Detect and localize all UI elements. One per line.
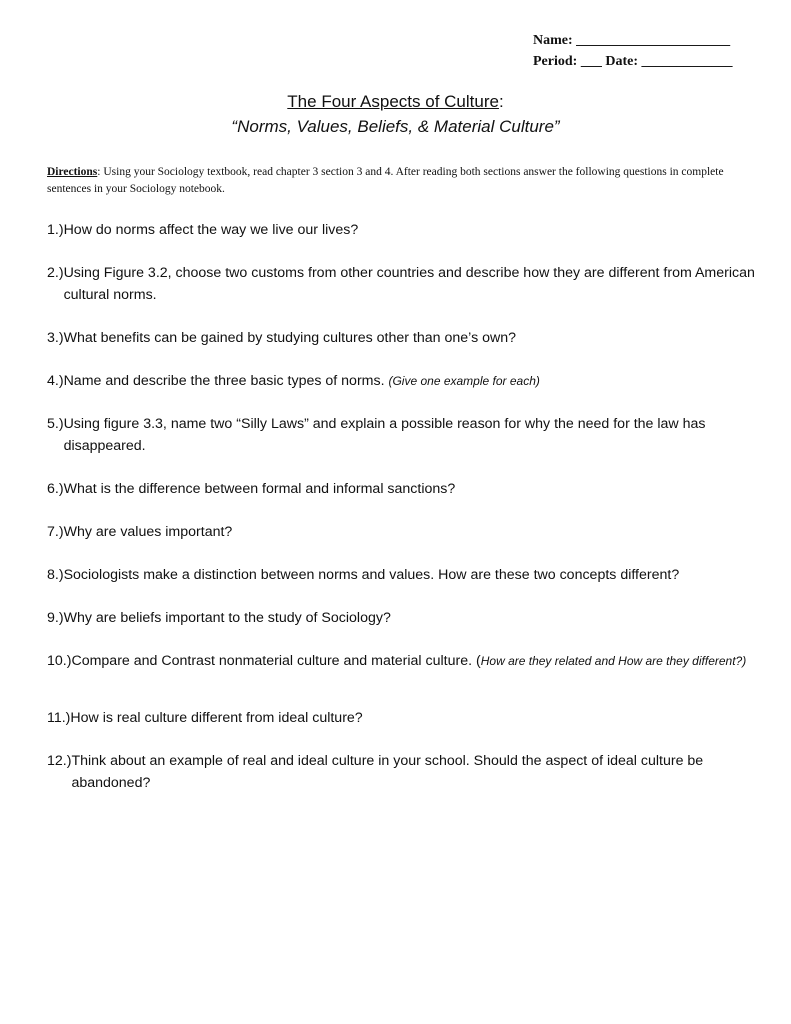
question-item [47, 219, 762, 241]
question-text: How do norms affect the way we live our lives? [63, 222, 359, 238]
question-item [47, 707, 762, 729]
question-number: 1.) [47, 222, 64, 238]
period-blank: ___ [580, 54, 602, 69]
name-label: Name: [533, 33, 573, 48]
question-item [47, 262, 762, 306]
page-title-text: The Four Aspects of Culture [287, 92, 499, 111]
question-text: Compare and Contrast nonmaterial culture and material culture. (How are they related and How are they different?) [71, 653, 747, 669]
question-text: Why are beliefs important to the study of Sociology? [63, 610, 391, 626]
question-item [47, 607, 762, 629]
question-number: 4.) [47, 373, 64, 389]
name-blank: ______________________ [576, 33, 731, 48]
question-number: 10.) [47, 653, 72, 669]
question-text: Think about an example of real and ideal culture in your school. Should the aspect of ideal culture be abandoned? [71, 753, 704, 791]
question-number: 7.) [47, 524, 64, 540]
page-title-colon: : [498, 92, 504, 111]
student-info-header [533, 30, 732, 72]
question-number: 11.) [47, 710, 71, 726]
question-item [47, 750, 762, 794]
page-title [0, 92, 791, 112]
date-label: Date: [605, 54, 638, 69]
directions-colon: : [97, 166, 101, 178]
question-number: 3.) [47, 330, 64, 346]
directions-text: Using your Sociology textbook, read chapter 3 section 3 and 4. After reading both sections answer the following questions in complete sentences in your Sociology notebook. [47, 166, 724, 195]
question-number: 8.) [47, 567, 64, 583]
question-text: Using Figure 3.2, choose two customs from other countries and describe how they are different from American cultural norms. [63, 265, 755, 303]
question-item [47, 564, 762, 586]
question-item [47, 650, 762, 672]
question-text: What is the difference between formal and informal sanctions? [63, 481, 456, 497]
period-date-line [533, 51, 732, 72]
directions-paragraph [47, 164, 759, 198]
name-line [533, 30, 732, 51]
date-blank: _____________ [641, 54, 733, 69]
question-text: Name and describe the three basic types of norms. (Give one example for each) [63, 373, 540, 389]
question-item [47, 327, 762, 349]
period-label: Period: [533, 54, 578, 69]
question-text: How is real culture different from ideal culture? [70, 710, 363, 726]
question-number: 2.) [47, 265, 64, 281]
question-text: Why are values important? [63, 524, 233, 540]
question-text: Using figure 3.3, name two “Silly Laws” and explain a possible reason for why the need for the law has disappeared. [63, 416, 706, 454]
question-item [47, 370, 762, 392]
question-item [47, 521, 762, 543]
question-number: 9.) [47, 610, 64, 626]
question-number: 5.) [47, 416, 64, 432]
page-subtitle: “Norms, Values, Beliefs, & Material Culture” [231, 117, 560, 136]
question-item [47, 478, 762, 500]
question-text: What benefits can be gained by studying cultures other than one’s own? [63, 330, 517, 346]
directions-label: Directions [47, 166, 98, 178]
question-item [47, 413, 762, 457]
question-text: Sociologists make a distinction between norms and values. How are these two concepts different? [63, 567, 680, 583]
question-number: 6.) [47, 481, 64, 497]
question-number: 12.) [47, 753, 72, 769]
